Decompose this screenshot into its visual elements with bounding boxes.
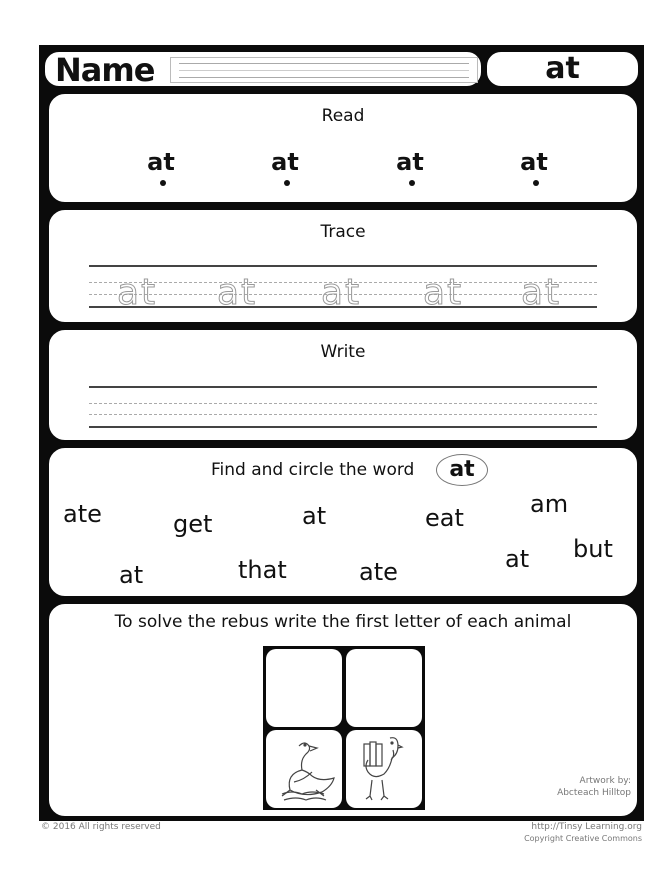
find-word[interactable]: at (505, 545, 530, 573)
read-word: at (271, 148, 299, 176)
find-word[interactable]: but (573, 535, 613, 563)
find-word[interactable]: at (302, 502, 327, 530)
name-box (43, 50, 483, 88)
read-word: at (396, 148, 424, 176)
trace-title: Trace (320, 222, 366, 242)
dashed-line (89, 414, 597, 415)
read-dot (160, 180, 166, 186)
answer-box-1[interactable] (266, 649, 342, 727)
write-title: Write (320, 342, 366, 362)
read-title: Read (321, 106, 365, 126)
find-word[interactable]: ate (63, 500, 102, 528)
find-section (47, 446, 639, 598)
trace-word: at (117, 272, 158, 313)
write-section[interactable] (47, 328, 639, 442)
mid-line (89, 403, 597, 404)
top-line (89, 265, 597, 267)
find-word[interactable]: ate (359, 558, 398, 586)
artwork-credit: Artwork by: (579, 776, 631, 786)
rebus-section (47, 602, 639, 818)
trace-word: at (423, 272, 464, 313)
rebus-title: To solve the rebus write the first letter of each animal (114, 612, 572, 632)
trace-word: at (521, 272, 562, 313)
target-word: at (545, 51, 580, 86)
name-field[interactable] (170, 57, 478, 83)
read-dot (284, 180, 290, 186)
license-text: Copyright Creative Commons (524, 834, 642, 843)
find-word[interactable]: at (119, 561, 144, 589)
name-label: Name (55, 51, 155, 89)
trace-word: at (321, 272, 362, 313)
find-word[interactable]: get (173, 510, 213, 538)
trace-section (47, 208, 639, 324)
target-word-oval: at (436, 454, 488, 486)
top-line (89, 386, 597, 388)
base-line (89, 426, 597, 428)
find-word[interactable]: that (238, 556, 287, 584)
site-link[interactable]: http://Tinsy Learning.org (531, 822, 642, 832)
read-dot (533, 180, 539, 186)
rebus-grid (263, 646, 425, 810)
find-word[interactable]: eat (425, 504, 464, 532)
read-word: at (147, 148, 175, 176)
answer-box-2[interactable] (346, 649, 422, 727)
copyright-text: © 2016 All rights reserved (41, 822, 161, 832)
read-dot (409, 180, 415, 186)
artwork-credit: Abcteach Hilltop (557, 788, 631, 798)
trace-word: at (217, 272, 258, 313)
read-word: at (520, 148, 548, 176)
turkey-picture (346, 730, 422, 808)
find-word[interactable]: am (530, 490, 569, 518)
find-title: Find and circle the word (211, 460, 415, 480)
read-section (47, 92, 639, 204)
goose-picture (266, 730, 342, 808)
target-word-box (485, 50, 640, 88)
